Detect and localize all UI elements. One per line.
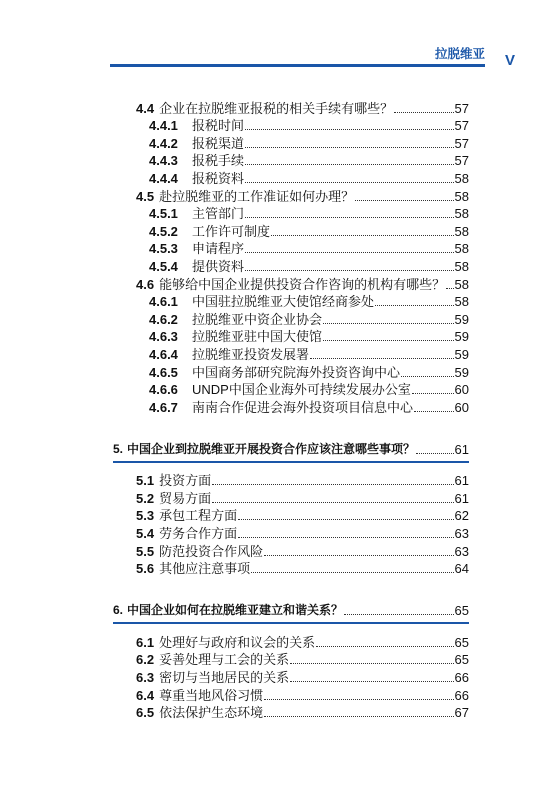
toc-entry-page: 61 bbox=[454, 473, 469, 489]
toc-leader-dots bbox=[245, 251, 454, 253]
section-rule bbox=[113, 622, 469, 624]
toc-entry-page: 58 bbox=[454, 258, 469, 274]
toc-entry[interactable] bbox=[113, 292, 469, 310]
page-roman-numeral: V bbox=[504, 52, 515, 69]
toc-entry-number: 4.5.4 bbox=[149, 258, 178, 274]
toc-entry[interactable] bbox=[113, 98, 469, 116]
toc-entry[interactable] bbox=[113, 151, 469, 169]
toc-entry-title: 能够给中国企业提供投资合作咨询的机构有哪些？ bbox=[159, 276, 446, 292]
toc-entry-page: 61 bbox=[454, 490, 469, 506]
toc-entry[interactable] bbox=[113, 186, 469, 204]
toc-entry-number: 6. bbox=[113, 603, 124, 618]
toc-leader-dots bbox=[412, 392, 454, 394]
toc-entry-number: 4.6.7 bbox=[149, 399, 178, 415]
toc-entry-title: 中国商务部研究院海外投资咨询中心 bbox=[192, 364, 401, 380]
table-of-contents bbox=[113, 98, 469, 720]
toc-leader-dots bbox=[245, 163, 454, 165]
toc-entry[interactable] bbox=[113, 488, 469, 506]
toc-entry-page: 57 bbox=[454, 153, 469, 169]
toc-entry-number: 4.6.3 bbox=[149, 329, 178, 345]
toc-entry-title: 尊重当地风俗习惯 bbox=[159, 687, 264, 703]
toc-entry-number: 4.6.6 bbox=[149, 382, 178, 398]
toc-entry-page: 57 bbox=[454, 100, 469, 116]
toc-section-6 bbox=[113, 596, 469, 720]
toc-entry-page: 64 bbox=[454, 561, 469, 577]
toc-entry-number: 5.2 bbox=[136, 490, 155, 506]
toc-entry-number: 4.6.2 bbox=[149, 311, 178, 327]
toc-entry-number: 6.1 bbox=[136, 634, 155, 650]
toc-leader-dots bbox=[212, 501, 453, 503]
toc-entry-number: 4.5.1 bbox=[149, 206, 178, 222]
toc-entry-number: 4.4.4 bbox=[149, 170, 178, 186]
toc-entry-page: 63 bbox=[454, 526, 469, 542]
section-rule bbox=[113, 461, 469, 463]
toc-leader-dots bbox=[290, 680, 453, 682]
toc-leader-dots bbox=[446, 287, 453, 289]
toc-entry-page: 58 bbox=[454, 276, 469, 292]
toc-entry-number: 6.2 bbox=[136, 652, 155, 668]
toc-leader-dots bbox=[414, 410, 454, 412]
toc-entry[interactable] bbox=[113, 523, 469, 541]
toc-entry-number: 4.6.1 bbox=[149, 294, 178, 310]
toc-entry-page: 58 bbox=[454, 188, 469, 204]
toc-entry-number: 5.6 bbox=[136, 561, 155, 577]
toc-leader-dots bbox=[355, 199, 453, 201]
toc-entry-page: 57 bbox=[454, 135, 469, 151]
toc-entry-title: 依法保护生态环境 bbox=[159, 705, 264, 721]
toc-leader-dots bbox=[290, 662, 453, 664]
toc-leader-dots bbox=[264, 715, 453, 717]
toc-entry-title: 报税资料 bbox=[192, 170, 245, 186]
toc-entry-title: 报税手续 bbox=[192, 153, 245, 169]
toc-entry-page: 57 bbox=[454, 118, 469, 134]
toc-leader-dots bbox=[416, 452, 454, 454]
toc-leader-dots bbox=[401, 375, 454, 377]
toc-leader-dots bbox=[323, 339, 454, 341]
toc-entry[interactable] bbox=[113, 168, 469, 186]
toc-entry-page: 62 bbox=[454, 508, 469, 524]
toc-entry-page: 61 bbox=[454, 441, 469, 457]
toc-entry-number: 4.4.2 bbox=[149, 135, 178, 151]
toc-entry-title: 主管部门 bbox=[192, 206, 245, 222]
toc-entry-title: 其他应注意事项 bbox=[159, 561, 251, 577]
toc-leader-dots bbox=[316, 645, 453, 647]
toc-leader-dots bbox=[344, 613, 454, 615]
toc-entry-page: 58 bbox=[454, 294, 469, 310]
toc-entry-title: 中国企业到拉脱维亚开展投资合作应该注意哪些事项？ bbox=[127, 441, 416, 456]
toc-entry-title: 防范投资合作风险 bbox=[159, 543, 264, 559]
toc-leader-dots bbox=[238, 536, 453, 538]
toc-section-4-continued bbox=[113, 98, 469, 415]
toc-entry-page: 58 bbox=[454, 170, 469, 186]
toc-entry-page: 67 bbox=[454, 705, 469, 721]
toc-entry[interactable] bbox=[113, 685, 469, 703]
toc-leader-dots bbox=[212, 483, 453, 485]
toc-leader-dots bbox=[245, 181, 454, 183]
toc-entry-title: UNDP中国企业海外可持续发展办公室 bbox=[192, 382, 411, 398]
toc-entry-page: 58 bbox=[454, 223, 469, 239]
toc-entry-page: 66 bbox=[454, 670, 469, 686]
toc-entry-title: 投资方面 bbox=[159, 473, 212, 489]
toc-entry-title: 拉脱维亚中资企业协会 bbox=[192, 311, 323, 327]
toc-entry-title: 拉脱维亚投资发展署 bbox=[192, 346, 310, 362]
header-title: 拉脱维亚 bbox=[434, 47, 485, 61]
toc-entry-number: 5.1 bbox=[136, 473, 155, 489]
toc-entry[interactable] bbox=[113, 506, 469, 524]
toc-section-heading[interactable] bbox=[113, 596, 469, 618]
toc-leader-dots bbox=[264, 554, 453, 556]
toc-entry-page: 60 bbox=[454, 382, 469, 398]
toc-entry[interactable] bbox=[113, 559, 469, 577]
toc-entry-page: 59 bbox=[454, 311, 469, 327]
toc-entry-number: 6.5 bbox=[136, 705, 155, 721]
toc-entry-page: 59 bbox=[454, 329, 469, 345]
toc-leader-dots bbox=[310, 357, 454, 359]
toc-entry-number: 5.4 bbox=[136, 526, 155, 542]
toc-leader-dots bbox=[238, 518, 453, 520]
toc-leader-dots bbox=[323, 322, 454, 324]
toc-leader-dots bbox=[245, 128, 454, 130]
toc-entry-number: 4.5 bbox=[136, 188, 155, 204]
toc-entry-title: 中国驻拉脱维亚大使馆经商参处 bbox=[192, 294, 375, 310]
toc-entry-title: 提供资料 bbox=[192, 258, 245, 274]
toc-entry[interactable] bbox=[113, 632, 469, 650]
toc-entry-title: 中国企业如何在拉脱维亚建立和谐关系？ bbox=[127, 603, 344, 618]
toc-entry[interactable] bbox=[113, 541, 469, 559]
toc-entry-number: 4.6.4 bbox=[149, 346, 178, 362]
toc-entry-title: 赴拉脱维亚的工作准证如何办理？ bbox=[159, 188, 355, 204]
toc-entry-page: 60 bbox=[454, 399, 469, 415]
toc-entry-title: 拉脱维亚驻中国大使馆 bbox=[192, 329, 323, 345]
toc-leader-dots bbox=[264, 698, 453, 700]
toc-section-5 bbox=[113, 435, 469, 577]
toc-entry[interactable] bbox=[113, 309, 469, 327]
toc-leader-dots bbox=[245, 216, 454, 218]
toc-entry-title: 申请程序 bbox=[192, 241, 245, 257]
toc-entry-number: 5. bbox=[113, 441, 124, 456]
toc-entry[interactable] bbox=[113, 471, 469, 489]
toc-entry-number: 4.4.1 bbox=[149, 118, 178, 134]
header-rule bbox=[110, 64, 485, 67]
toc-entry-title: 处理好与政府和议会的关系 bbox=[159, 634, 316, 650]
toc-entry[interactable] bbox=[113, 397, 469, 415]
toc-entry-title: 密切与当地居民的关系 bbox=[159, 670, 290, 686]
toc-entry-page: 58 bbox=[454, 241, 469, 257]
toc-entry-number: 4.5.2 bbox=[149, 223, 178, 239]
toc-entry[interactable] bbox=[113, 204, 469, 222]
toc-entry-page: 59 bbox=[454, 346, 469, 362]
toc-entry-number: 4.5.3 bbox=[149, 241, 178, 257]
toc-leader-dots bbox=[375, 304, 454, 306]
toc-entry-page: 65 bbox=[454, 634, 469, 650]
toc-entry[interactable] bbox=[113, 239, 469, 257]
toc-entry-title: 南南合作促进会海外投资项目信息中心 bbox=[192, 399, 414, 415]
toc-entry-number: 4.6 bbox=[136, 276, 155, 292]
toc-entry-number: 5.5 bbox=[136, 543, 155, 559]
toc-entry-page: 65 bbox=[454, 652, 469, 668]
toc-entry-number: 5.3 bbox=[136, 508, 155, 524]
toc-entry-title: 工作许可制度 bbox=[192, 223, 271, 239]
toc-leader-dots bbox=[394, 111, 453, 113]
toc-entry-number: 4.6.5 bbox=[149, 364, 178, 380]
toc-entry[interactable] bbox=[113, 256, 469, 274]
toc-entry[interactable] bbox=[113, 116, 469, 134]
toc-section-heading[interactable] bbox=[113, 435, 469, 457]
toc-entry[interactable] bbox=[113, 380, 469, 398]
toc-entry-title: 承包工程方面 bbox=[159, 508, 238, 524]
toc-entry-title: 报税渠道 bbox=[192, 135, 245, 151]
toc-entry[interactable] bbox=[113, 650, 469, 668]
toc-entry-page: 66 bbox=[454, 687, 469, 703]
toc-entry[interactable] bbox=[113, 221, 469, 239]
toc-entry-number: 6.3 bbox=[136, 670, 155, 686]
toc-entry-title: 妥善处理与工会的关系 bbox=[159, 652, 290, 668]
toc-entry[interactable] bbox=[113, 362, 469, 380]
toc-leader-dots bbox=[245, 146, 454, 148]
toc-entry-page: 63 bbox=[454, 543, 469, 559]
toc-entry-page: 58 bbox=[454, 206, 469, 222]
toc-leader-dots bbox=[251, 571, 453, 573]
toc-entry-title: 企业在拉脱维亚报税的相关手续有哪些？ bbox=[159, 100, 394, 116]
toc-leader-dots bbox=[271, 234, 454, 236]
toc-entry-page: 65 bbox=[454, 603, 469, 619]
toc-entry-number: 4.4.3 bbox=[149, 153, 178, 169]
toc-entry[interactable] bbox=[113, 703, 469, 721]
toc-entry-page: 59 bbox=[454, 364, 469, 380]
toc-entry-number: 4.4 bbox=[136, 100, 155, 116]
toc-entry[interactable] bbox=[113, 327, 469, 345]
toc-entry-number: 6.4 bbox=[136, 687, 155, 703]
toc-entry[interactable] bbox=[113, 274, 469, 292]
toc-entry-title: 劳务合作方面 bbox=[159, 526, 238, 542]
toc-entry-title: 报税时间 bbox=[192, 118, 245, 134]
toc-entry[interactable] bbox=[113, 344, 469, 362]
toc-entry[interactable] bbox=[113, 133, 469, 151]
toc-entry-title: 贸易方面 bbox=[159, 490, 212, 506]
toc-entry[interactable] bbox=[113, 667, 469, 685]
toc-leader-dots bbox=[245, 269, 454, 271]
